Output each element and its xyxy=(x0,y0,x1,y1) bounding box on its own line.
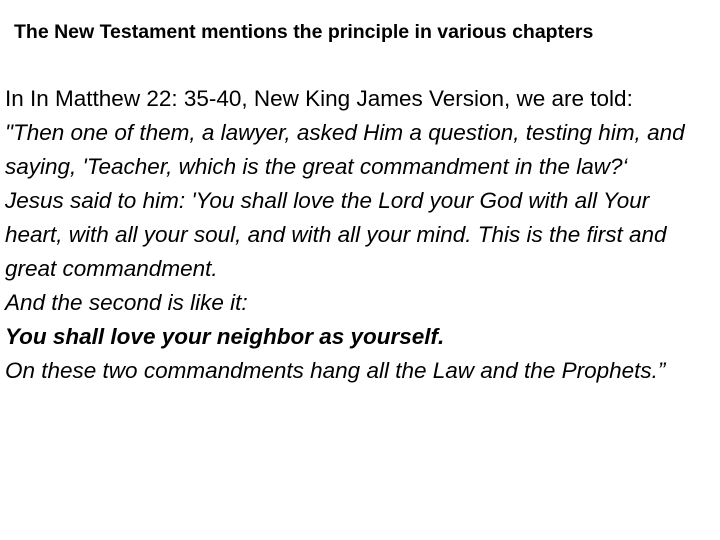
slide-body xyxy=(5,82,695,388)
closing-text: On these two commandments hang all the Law and the Prophets.” xyxy=(5,358,666,383)
second-commandment-intro: And the second is like it: xyxy=(5,290,248,315)
lawyer-question: "Then one of them, a lawyer, asked Him a question, testing him, and saying, 'Teacher, which is the great commandment in the law?‘ xyxy=(5,120,685,179)
love-neighbor-commandment: You shall love your neighbor as yourself. xyxy=(5,324,445,349)
intro-text: In In Matthew 22: 35-40, New King James Version, we are told: xyxy=(5,86,633,111)
slide-title: The New Testament mentions the principle in various chapters xyxy=(14,21,594,43)
jesus-answer: Jesus said to him: 'You shall love the Lord your God with all Your heart, with all your soul, and with all your mind. This is the first and great commandment. xyxy=(5,188,667,281)
